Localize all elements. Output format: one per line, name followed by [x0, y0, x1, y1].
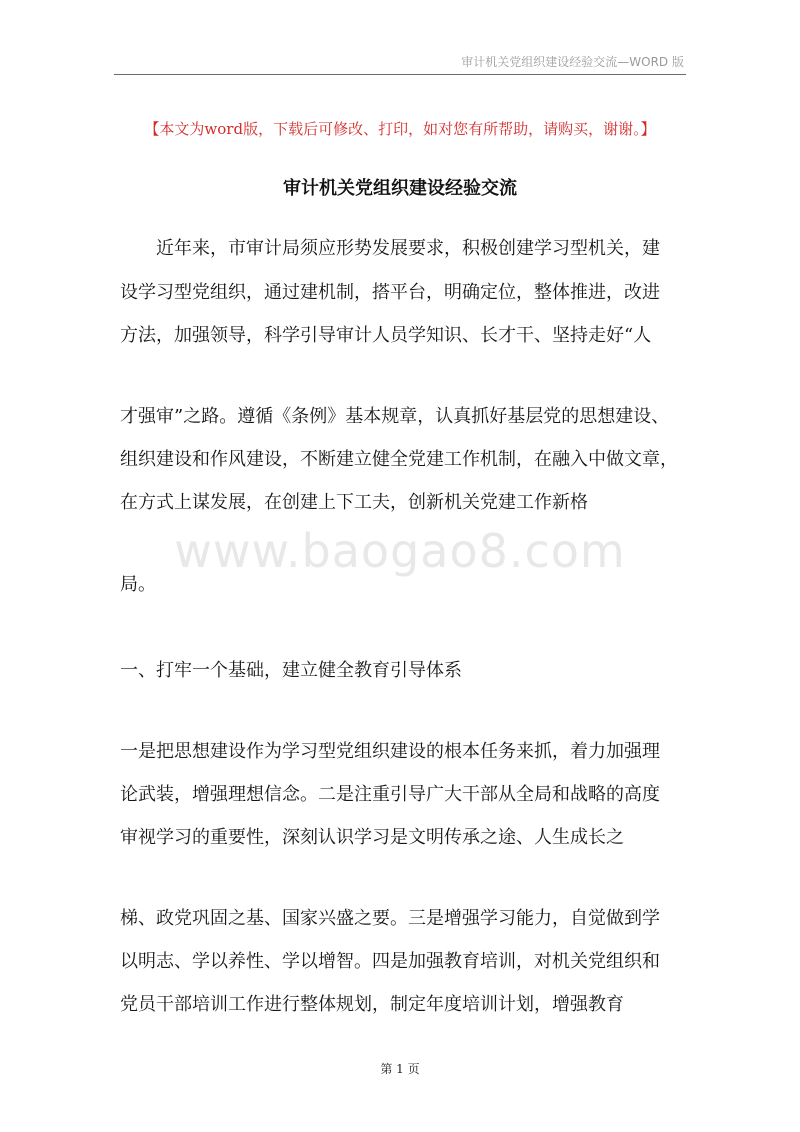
body-line: 以明志、学以养性、学以增智。四是加强教育培训，对机关党组织和: [120, 951, 660, 972]
body-line: 审视学习的重要性，深刻认识学习是文明传承之途、人生成长之: [120, 827, 624, 848]
body-line: 论武装，增强理想信念。二是注重引导广大干部从全局和战略的高度: [120, 784, 660, 805]
body-line: 方法，加强领导，科学引导审计人员学知识、长才干、坚持走好“人: [120, 325, 652, 346]
running-header: 审计机关党组织建设经验交流—WORD 版: [461, 55, 684, 69]
body-line: 设学习型党组织，通过建机制，搭平台，明确定位，整体推进，改进: [120, 282, 660, 303]
body-line: 组织建设和作风建设，不断建立健全党建工作机制，在融入中做文章，: [120, 449, 678, 470]
body-line: 一是把思想建设作为学习型党组织建设的根本任务来抓，着力加强理: [120, 741, 660, 762]
page-number: 第 1 页: [380, 1062, 420, 1076]
download-notice: 【本文为word版，下载后可修改、打印，如对您有所帮助，请购买，谢谢。】: [144, 120, 656, 138]
document-title: 审计机关党组织建设经验交流: [283, 178, 517, 199]
body-line: 近年来，市审计局须应形势发展要求，积极创建学习型机关，建: [120, 238, 660, 259]
section-heading: 一、打牢一个基础，建立健全教育引导体系: [120, 660, 462, 681]
body-line: 局。: [120, 574, 156, 595]
body-line: 在方式上谋发展，在创建上下工夫，创新机关党建工作新格: [120, 492, 588, 513]
header-divider: [114, 74, 686, 75]
body-line: 才强审”之路。遵循《条例》基本规章，认真抓好基层党的思想建设、: [120, 406, 670, 427]
body-line: 党员干部培训工作进行整体规划，制定年度培训计划，增强教育: [120, 994, 624, 1015]
watermark: www.baogao8.com: [174, 524, 626, 578]
body-line: 梯、政党巩固之基、国家兴盛之要。三是增强学习能力，自觉做到学: [120, 908, 660, 929]
